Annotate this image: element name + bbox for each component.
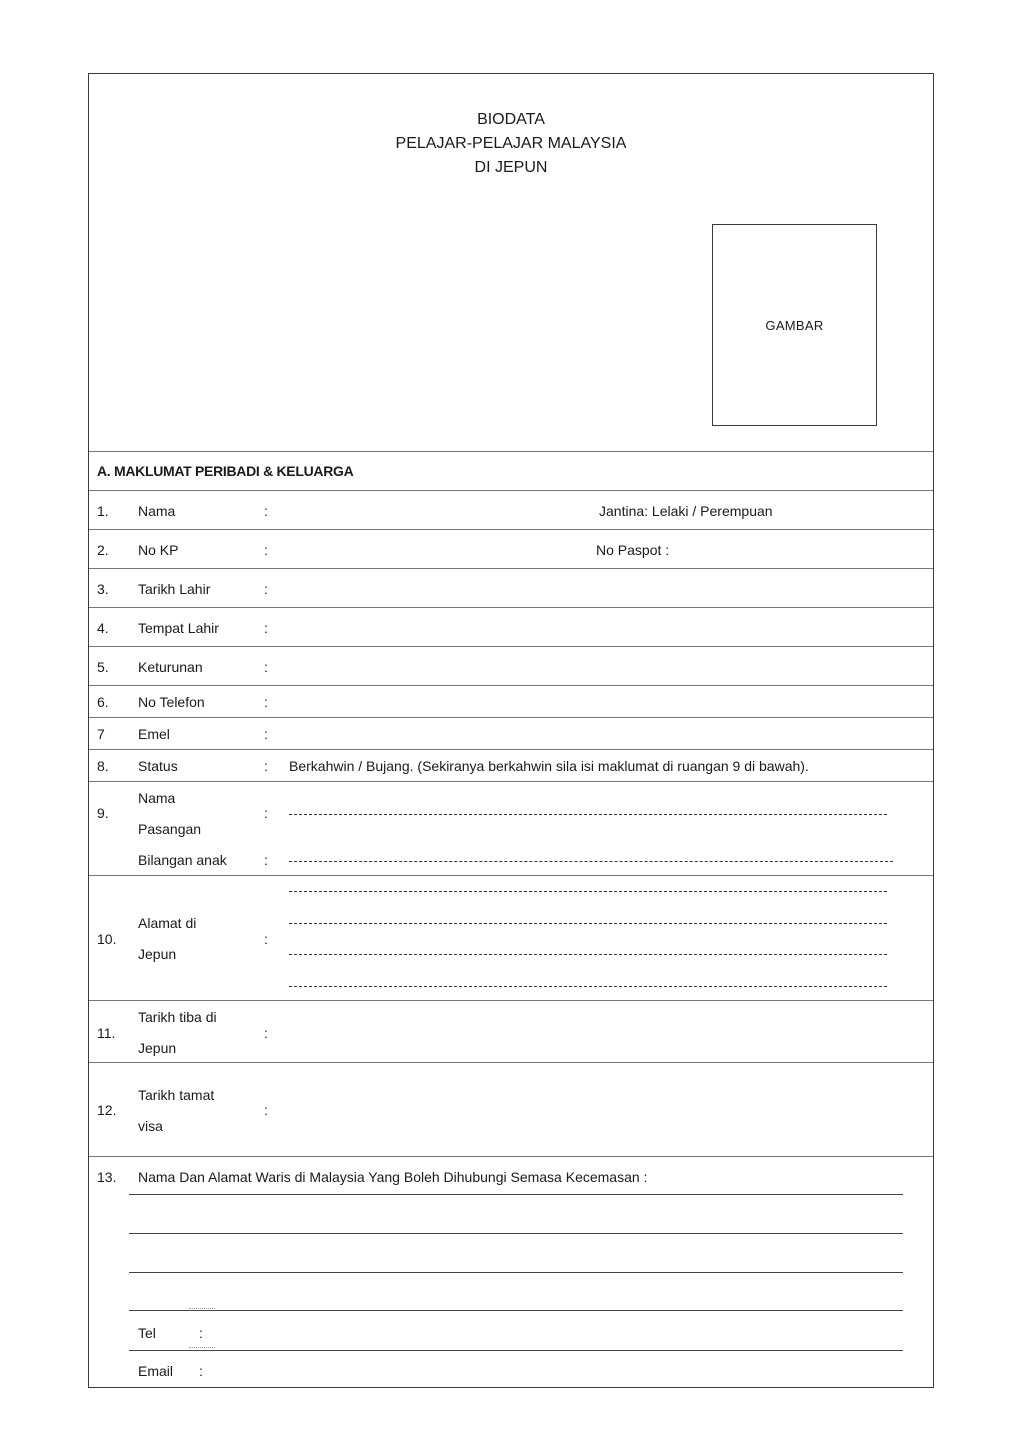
section-a-title: A. MAKLUMAT PERIBADI & KELUARGA [97,463,354,479]
divider-row [89,607,933,608]
spouse-name-field[interactable] [289,814,887,815]
divider-row [89,1000,933,1001]
guardian-field-line[interactable] [129,1310,903,1311]
address-field-line[interactable] [289,891,887,892]
row-8-label: Status [138,758,178,774]
row-2-colon: : [264,542,268,558]
row-3-colon: : [264,581,268,597]
divider-row [89,717,933,718]
divider-row [89,529,933,530]
row-9-number: 9. [97,805,109,821]
photo-label: GAMBAR [765,317,824,333]
row-3-number: 3. [97,581,109,597]
row-6-colon: : [264,694,268,710]
row-10-label-line-2: Jepun [138,946,177,962]
row-13-label: Nama Dan Alamat Waris di Malaysia Yang Boleh Dihubungi Semasa Kecemasan : [138,1169,648,1185]
row-12-label-line-2: visa [138,1118,163,1134]
address-field-line[interactable] [289,923,887,924]
email-colon: : [199,1363,203,1379]
row-5-colon: : [264,659,268,675]
row-9-label-line-2: Pasangan [138,821,202,837]
email-label: Email [138,1363,174,1379]
row-8-colon: : [264,758,268,774]
row-11-label-line-2: Jepun [138,1040,177,1056]
row-4-colon: : [264,620,268,636]
row-6-number: 6. [97,694,109,710]
row-13-number: 13. [97,1169,117,1185]
divider-row [89,568,933,569]
children-count-field[interactable] [289,861,893,862]
row-1-label: Nama [138,503,176,519]
row-4-number: 4. [97,620,109,636]
title-line-1: BIODATA [477,111,545,128]
row-7-colon: : [264,726,268,742]
row-12-label-line-1: Tarikh tamat [138,1087,215,1103]
address-field-line[interactable] [289,986,887,987]
tel-field-line[interactable] [129,1350,903,1351]
children-count-colon: : [264,852,268,868]
tel-colon: : [199,1325,203,1341]
status-value[interactable]: Berkahwin / Bujang. (Sekiranya berkahwin sila isi maklumat di ruangan 9 di bawah). [289,758,809,774]
row-5-label: Keturunan [138,659,203,675]
divider-row [89,749,933,750]
guardian-field-line[interactable] [129,1272,903,1273]
biodata-form [88,73,934,1388]
divider-row [89,646,933,647]
row-9-colon: : [264,805,268,821]
row-4-label: Tempat Lahir [138,620,219,636]
divider-row [89,781,933,782]
tel-label: Tel [138,1325,156,1341]
photo-box[interactable] [712,224,877,426]
divider-row [89,1156,933,1157]
form-title [89,108,933,180]
divider-header [89,451,933,452]
row-7-number: 7 [97,726,105,742]
row-11-colon: : [264,1025,268,1041]
row-2-label: No KP [138,542,179,558]
divider-row [89,685,933,686]
row-10-number: 10. [97,931,117,947]
dotted-mark [189,1347,215,1348]
dotted-mark [189,1308,215,1309]
row-7-label: Emel [138,726,170,742]
row-2-number: 2. [97,542,109,558]
children-count-label: Bilangan anak [138,852,227,868]
row-1-colon: : [264,503,268,519]
title-line-2: PELAJAR-PELAJAR MALAYSIA [395,135,627,152]
row-10-label-line-1: Alamat di [138,915,197,931]
guardian-field-line[interactable] [129,1233,903,1234]
divider-row [89,1062,933,1063]
gender-field[interactable]: Jantina: Lelaki / Perempuan [599,503,773,519]
passport-label: No Paspot : [596,542,670,558]
guardian-field-line[interactable] [129,1194,903,1195]
row-10-colon: : [264,931,268,947]
title-line-3: DI JEPUN [474,159,548,176]
row-6-label: No Telefon [138,694,205,710]
row-5-number: 5. [97,659,109,675]
row-12-colon: : [264,1102,268,1118]
row-9-label-line-1: Nama [138,790,176,806]
row-1-number: 1. [97,503,109,519]
row-8-number: 8. [97,758,109,774]
address-field-line[interactable] [289,954,887,955]
row-3-label: Tarikh Lahir [138,581,211,597]
row-12-number: 12. [97,1102,117,1118]
divider-row [89,490,933,491]
divider-row [89,875,933,876]
row-11-label-line-1: Tarikh tiba di [138,1009,217,1025]
row-11-number: 11. [97,1025,116,1041]
